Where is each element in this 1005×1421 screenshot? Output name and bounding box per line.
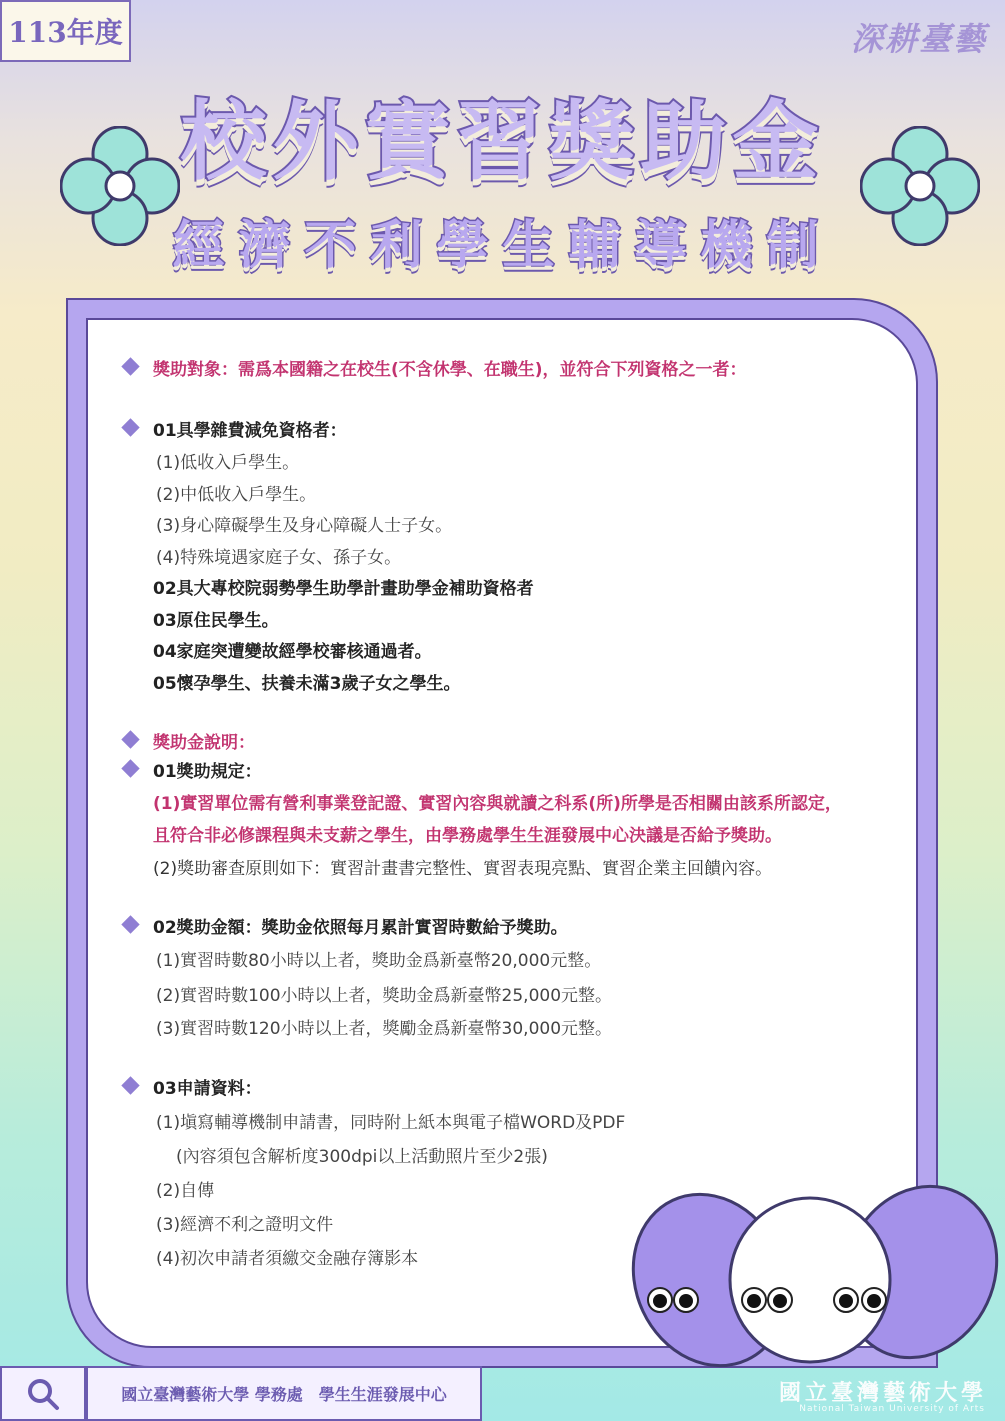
item05: 05懷孕學生、扶養未滿3歲子女之學生。 xyxy=(153,674,461,694)
docs-item-3: (3)經濟不利之證明文件 xyxy=(156,1215,334,1235)
item01-sub-4: (4)特殊境遇家庭子女、孫子女。 xyxy=(156,548,402,568)
rules-2: (2)獎助審查原則如下：實習計畫書完整性、實習表現亮點、實習企業主回饋內容。 xyxy=(153,859,773,879)
university-logo-en: National Taiwan University of Arts xyxy=(799,1404,985,1414)
search-icon xyxy=(26,1377,60,1411)
search-button[interactable] xyxy=(0,1366,86,1421)
rules-1b: 且符合非必修課程與未支薪之學生，由學務處學生生涯發展中心決議是否給予獎助。 xyxy=(153,826,782,846)
page-title: 校外實習獎助金 xyxy=(180,92,825,192)
docs-item-2: (2)自傳 xyxy=(156,1181,215,1201)
eligibility-heading: 獎助對象：需爲本國籍之在校生(不含休學、在職生)，並符合下列資格之一者： xyxy=(153,360,747,380)
item03: 03原住民學生。 xyxy=(153,611,279,631)
year-badge: 113年度 xyxy=(0,0,131,62)
footer-office: 國立臺灣藝術大學 學務處 學生生涯發展中心 xyxy=(86,1366,482,1421)
item01-heading: 01具學雜費減免資格者： xyxy=(153,421,347,441)
item04: 04家庭突遭變故經學校審核通過者。 xyxy=(153,642,432,662)
item01-sub-1: (1)低收入戶學生。 xyxy=(156,453,300,473)
cartoon-blobs-illustration xyxy=(620,1180,1005,1370)
award-heading: 獎助金說明： xyxy=(153,733,255,753)
rules-1a: (1)實習單位需有營利事業登記證、實習內容與就讀之科系(所)所學是否相關由該系所認定， xyxy=(153,794,842,814)
docs-item-1: (1)塡寫輔導機制申請書，同時附上紙本與電子檔WORD及PDF xyxy=(156,1113,626,1133)
page-subtitle: 經濟不利學生輔導機制 xyxy=(172,216,833,276)
amount-heading: 02獎助金額：獎助金依照每月累計實習時數給予獎助。 xyxy=(153,918,568,938)
item02: 02具大專校院弱勢學生助學計畫助學金補助資格者 xyxy=(153,579,534,599)
item01-sub-2: (2)中低收入戶學生。 xyxy=(156,485,317,505)
item01-sub-3: (3)身心障礙學生及身心障礙人士子女。 xyxy=(156,516,453,536)
brand-logo: 深耕臺藝 xyxy=(850,20,987,58)
amount-item-3: (3)實習時數120小時以上者，獎勵金爲新臺幣30,000元整。 xyxy=(156,1019,613,1039)
amount-item-1: (1)實習時數80小時以上者，獎助金爲新臺幣20,000元整。 xyxy=(156,951,602,971)
university-logo: 國立臺灣藝術大學 xyxy=(778,1381,987,1406)
rules-heading: 01獎助規定： xyxy=(153,762,262,782)
docs-item-4: (4)初次申請者須繳交金融存簿影本 xyxy=(156,1249,419,1269)
amount-item-2: (2)實習時數100小時以上者，獎助金爲新臺幣25,000元整。 xyxy=(156,986,613,1006)
docs-heading: 03申請資料： xyxy=(153,1079,262,1099)
docs-item-1-note: (內容須包含解析度300dpi以上活動照片至少2張) xyxy=(176,1147,548,1167)
